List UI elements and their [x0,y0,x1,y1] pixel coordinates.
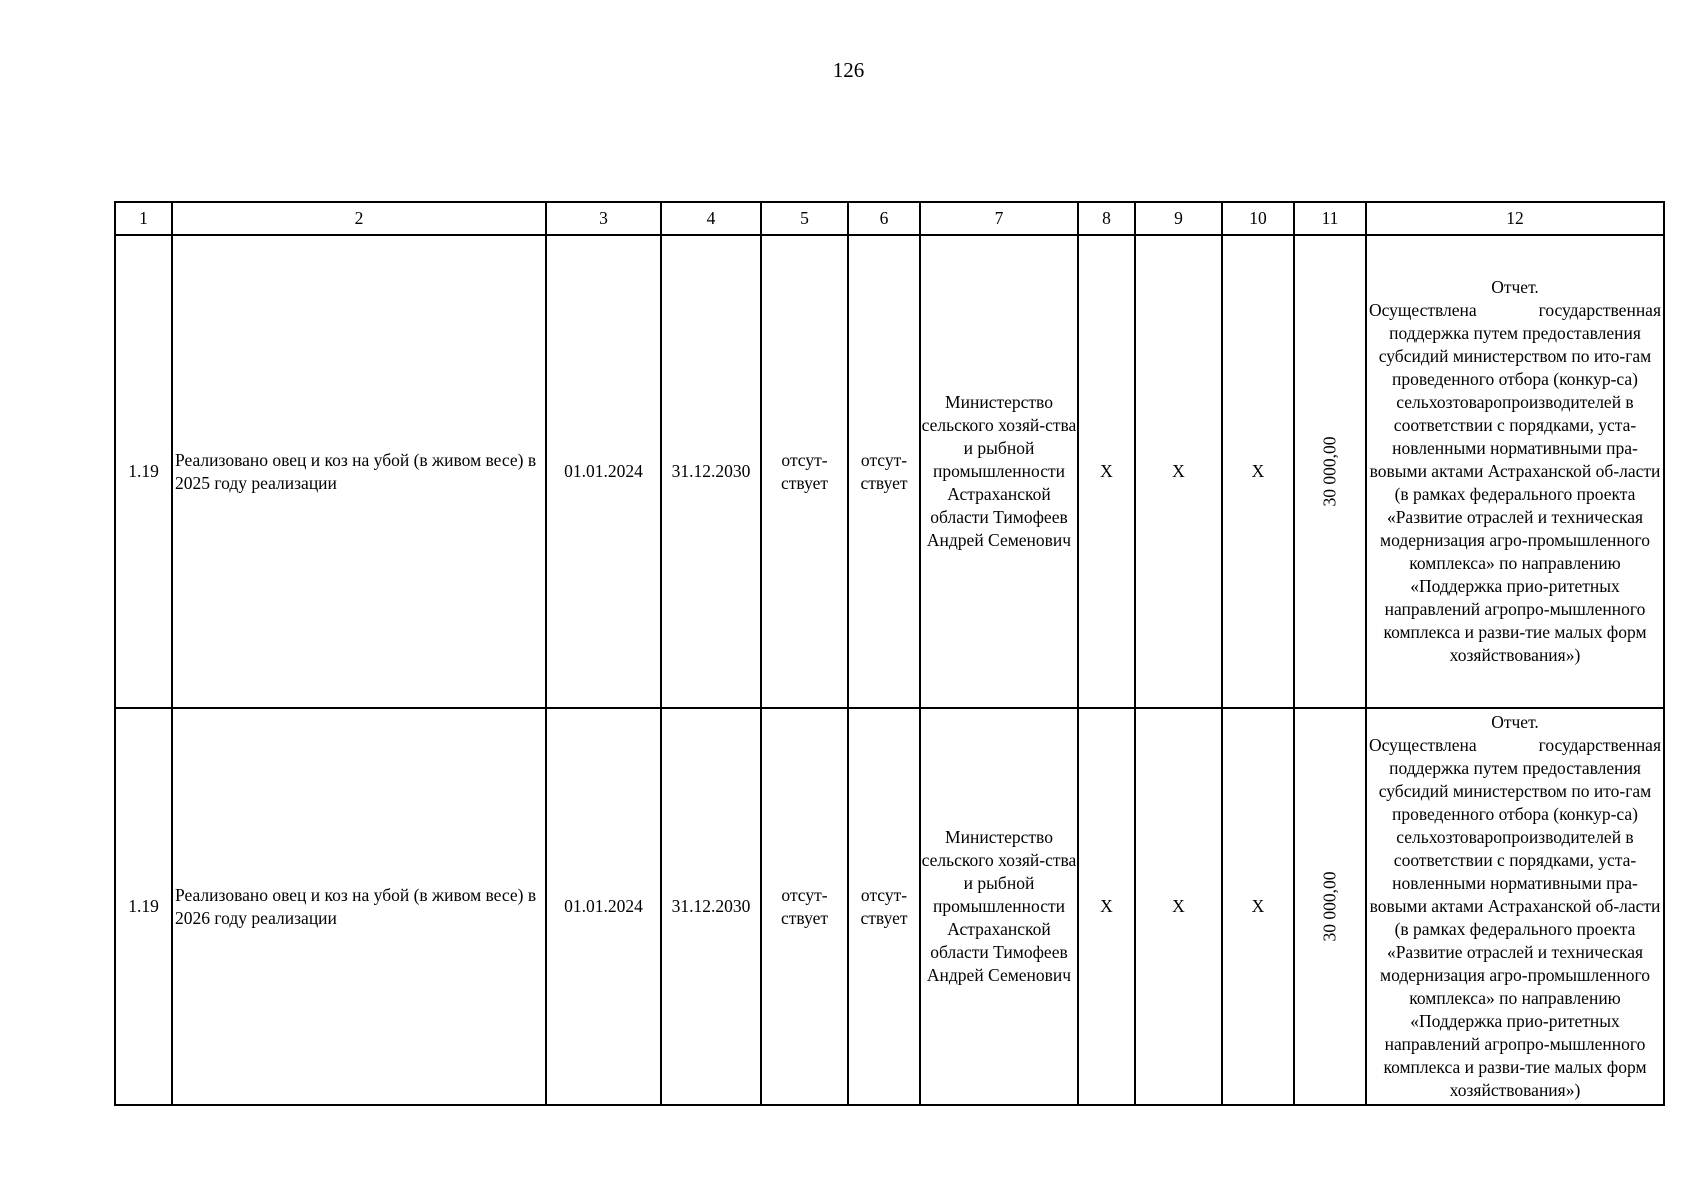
amount-value: 30 000,00 [1319,871,1340,942]
amount-cell [1294,235,1366,708]
responsible-executor: Министерство сельского хозяй-ства и рыбной промышленности Астраханской области Тимофеев Андрей Семенович [920,708,1078,1105]
end-date: 31.12.2030 [661,708,761,1105]
column-header: 11 [1294,202,1366,235]
report-title: Отчет. [1491,277,1539,297]
report-first-line: Осуществлена государственная [1369,735,1661,755]
report-text [1366,708,1664,1105]
row-description: Реализовано овец и коз на убой (в живом весе) в 2025 году реализации [172,235,546,708]
row-number: 1.19 [115,708,172,1105]
column-header: 2 [172,202,546,235]
table-row [115,235,1664,708]
col9-value: Х [1135,235,1222,708]
row-number: 1.19 [115,235,172,708]
report-text [1366,235,1664,708]
start-date: 01.01.2024 [546,708,661,1105]
column-header: 9 [1135,202,1222,235]
col8-value: Х [1078,235,1135,708]
col10-value: Х [1222,235,1294,708]
column-header: 8 [1078,202,1135,235]
col5-value: отсут-ствует [761,235,848,708]
responsible-executor: Министерство сельского хозяй-ства и рыбной промышленности Астраханской области Тимофеев Андрей Семенович [920,235,1078,708]
report-body: поддержка путем предоставления субсидий министерством по ито-гам проведенного отбора (конкур-са) сельхозтоваропроизводителей в соответствии с порядками, уста-новленными нормативными пра-вовыми актами Астраханской об-ласти (в рамках федерального проекта «Развитие отраслей и техническая модернизация агро-промышленного комплекса» по направлению «Поддержка прио-ритетных направлений агропро-мышленного комплекса и разви-тие малых форм хозяйствования») [1369,323,1661,665]
column-header-row [115,202,1664,235]
page-number: 126 [832,58,865,82]
report-first-line: Осуществлена государственная [1369,300,1661,320]
column-header: 7 [920,202,1078,235]
col6-value: отсут-ствует [848,235,920,708]
column-header: 1 [115,202,172,235]
column-header: 4 [661,202,761,235]
amount-cell [1294,708,1366,1105]
amount-value: 30 000,00 [1319,436,1340,507]
end-date: 31.12.2030 [661,235,761,708]
col10-value: Х [1222,708,1294,1105]
start-date: 01.01.2024 [546,235,661,708]
report-body: поддержка путем предоставления субсидий министерством по ито-гам проведенного отбора (конкур-са) сельхозтоваропроизводителей в соответствии с порядками, уста-новленными нормативными пра-вовыми актами Астраханской об-ласти (в рамках федерального проекта «Развитие отраслей и техническая модернизация агро-промышленного комплекса» по направлению «Поддержка прио-ритетных направлений агропро-мышленного комплекса и разви-тие малых форм хозяйствования») [1369,758,1661,1100]
col9-value: Х [1135,708,1222,1105]
table-row [115,708,1664,1105]
column-header: 6 [848,202,920,235]
column-header: 5 [761,202,848,235]
column-header: 10 [1222,202,1294,235]
row-description: Реализовано овец и коз на убой (в живом весе) в 2026 году реализации [172,708,546,1105]
report-title: Отчет. [1491,712,1539,732]
col8-value: Х [1078,708,1135,1105]
col5-value: отсут-ствует [761,708,848,1105]
column-header: 12 [1366,202,1664,235]
column-header: 3 [546,202,661,235]
report-table [114,201,1665,1106]
col6-value: отсут-ствует [848,708,920,1105]
